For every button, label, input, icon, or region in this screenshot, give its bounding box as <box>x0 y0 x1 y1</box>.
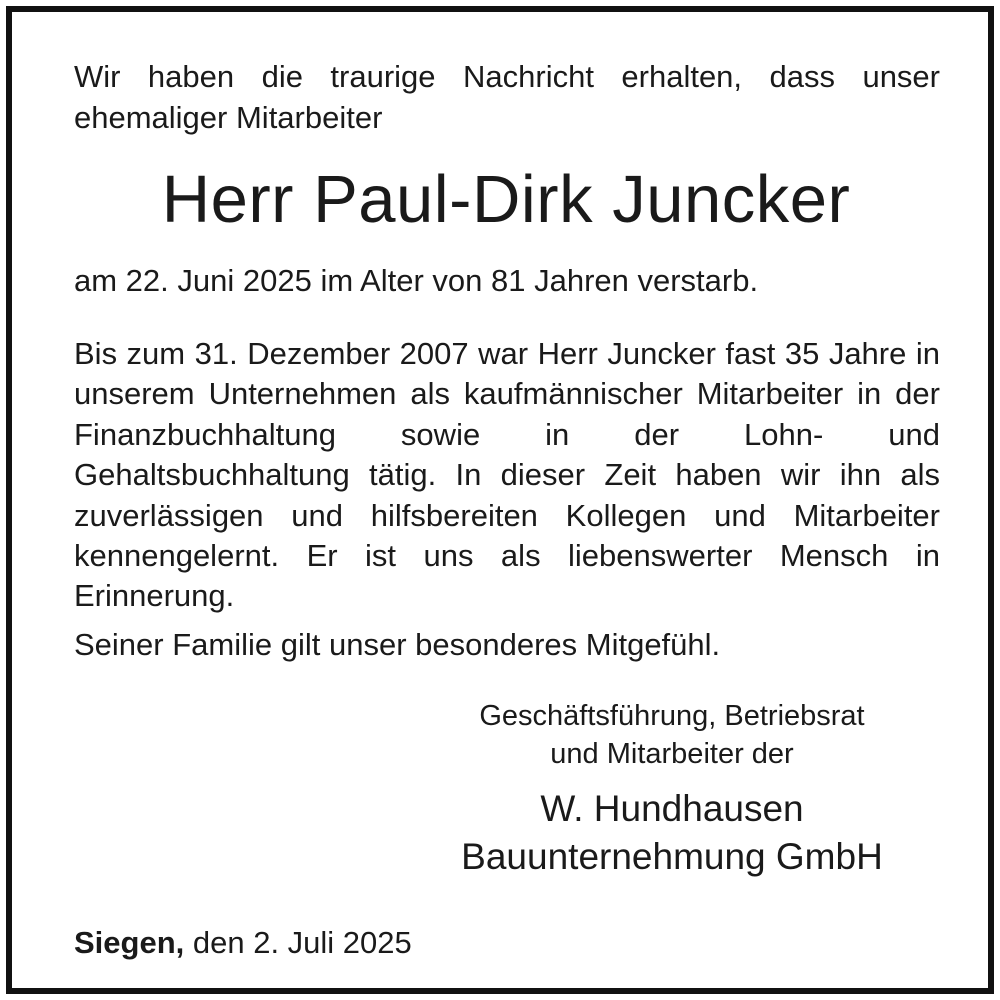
company-name-line-1: W. Hundhausen <box>540 788 804 829</box>
signature-line-1: Geschäftsführung, Betriebsrat <box>479 700 865 732</box>
intro-text <box>74 56 940 138</box>
signature-line-2: und Mitarbeiter der <box>550 738 794 770</box>
intro-line-2: ehemaliger Mitarbeiter <box>74 100 383 135</box>
place-and-date <box>74 922 940 963</box>
career-paragraph: Bis zum 31. Dezember 2007 war Herr Juncker fast 35 Jahre in unserem Unternehmen als kaufmännischer Mitarbeiter in der Finanzbuchhaltung sowie in der Lohn- und Gehaltsbuchhaltung tätig. In dieser Zeit haben wir ihn als zuverlässigen und hilfsbereiten Kollegen und Mitarbeiter kennengelernt. Er ist uns als liebenswerter Mensch in Erinnerung. <box>74 336 940 614</box>
deceased-name: Herr Paul-Dirk Juncker <box>161 162 851 237</box>
death-date-line: am 22. Juni 2025 im Alter von 81 Jahren verstarb. <box>74 263 759 298</box>
intro-line-1: Wir haben die traurige Nachricht erhalten, dass unser <box>74 59 940 94</box>
place-city: Siegen, <box>74 925 185 960</box>
company-name-line-2: Bauunternehmung GmbH <box>461 836 883 877</box>
date-text: den 2. Juli 2025 <box>184 925 412 960</box>
obituary-frame <box>6 6 994 994</box>
condolence-line: Seiner Familie gilt unser besonderes Mitgefühl. <box>74 627 721 662</box>
